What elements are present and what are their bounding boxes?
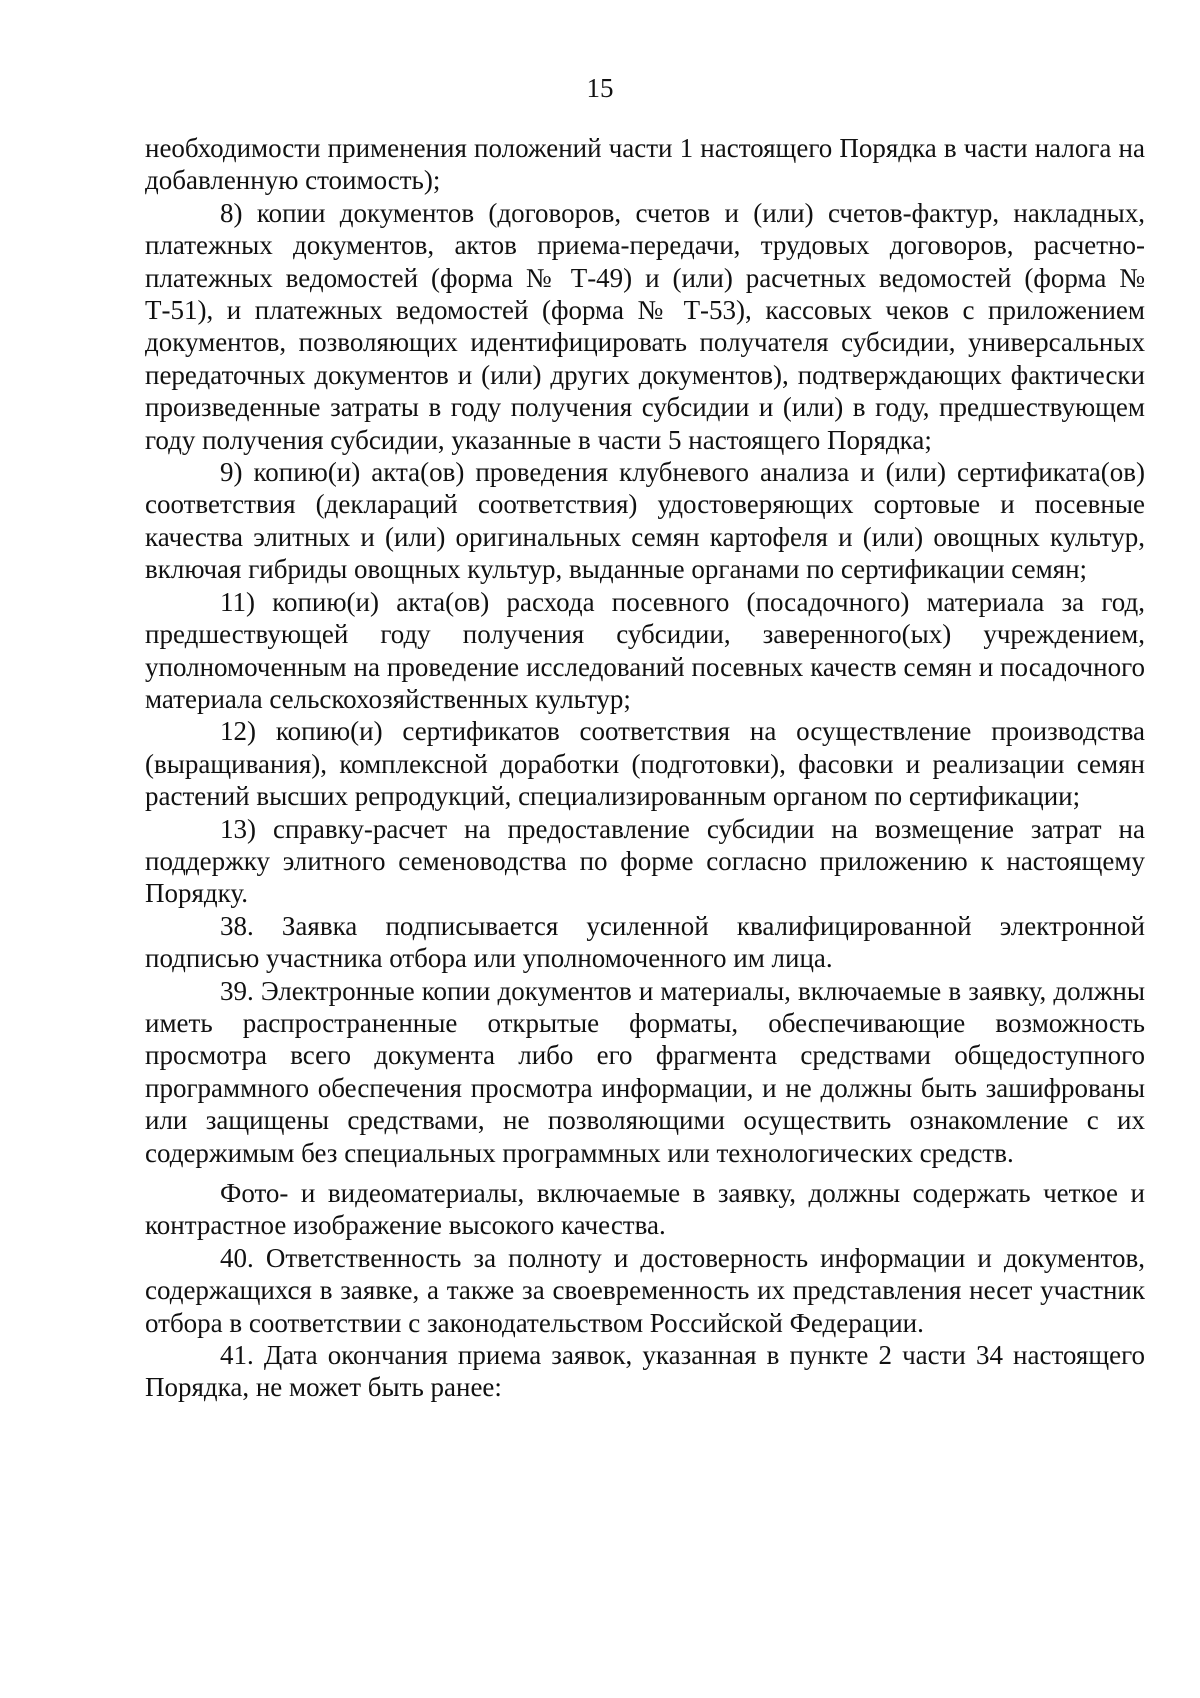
- paragraph-item-13: 13) справку-расчет на предоставление субсидии на возмещение затрат на поддержку элитного семеноводства по форме согласно приложению к настоящему Порядку.: [145, 813, 1145, 909]
- paragraph-item-8: 8) копии документов (договоров, счетов и (или) счетов-фактур, накладных, платежных документов, актов приема-передачи, трудовых договоров, расчетно-платежных ведомостей (форма № Т-49) и (или) расчетных ведомостей (форма № Т-51), и платежных ведомостей (форма № Т-53), кассовых чеков с приложением документов, позволяющих идентифицировать получателя субсидии, универсальных передаточных документов и (или) других документов), подтверждающих фактически произведенные затраты в году получения субсидии и (или) в году, предшествующем году получения субсидии, указанные в части 5 настоящего Порядка;: [145, 197, 1145, 455]
- paragraph-section-38: 38. Заявка подписывается усиленной квалифицированной электронной подписью участника отбора или уполномоченного им лица.: [145, 910, 1145, 974]
- paragraph-continuation: необходимости применения положений части 1 настоящего Порядка в части налога на добавленную стоимость);: [145, 133, 1145, 196]
- page-number: 15: [586, 73, 614, 103]
- paragraph-item-9: 9) копию(и) акта(ов) проведения клубневого анализа и (или) сертификата(ов) соответствия (деклараций соответствия) удостоверяющих сортовые и посевные качества элитных и (или) оригинальных семян картофеля и (или) овощных культур, включая гибриды овощных культур, выданные органами по сертификации семян;: [145, 457, 1145, 585]
- paragraph-item-12: 12) копию(и) сертификатов соответствия на осуществление производства (выращивания), комплексной доработки (подготовки), фасовки и реализации семян растений высших репродукций, специализированным органом по сертификации;: [145, 716, 1145, 812]
- paragraph-item-11: 11) копию(и) акта(ов) расхода посевного (посадочного) материала за год, предшествующей году получения субсидии, заверенного(ых) учреждением, уполномоченным на проведение исследований посевных качеств семян и посадочного материала сельскохозяйственных культур;: [145, 586, 1145, 714]
- paragraph-section-41: 41. Дата окончания приема заявок, указанная в пункте 2 части 34 настоящего Порядка, не может быть ранее:: [145, 1340, 1145, 1403]
- paragraph-section-39: 39. Электронные копии документов и материалы, включаемые в заявку, должны иметь распространенные открытые форматы, обеспечивающие возможность просмотра всего документа либо его фрагмента средствами общедоступного программного обеспечения просмотра информации, и не должны быть зашифрованы или защищены средствами, не позволяющими осуществить ознакомление с их содержимым без специальных программных или технологических средств.: [145, 975, 1145, 1168]
- paragraph-photo-video: Фото- и видеоматериалы, включаемые в заявку, должны содержать четкое и контрастное изображение высокого качества.: [145, 1178, 1145, 1241]
- document-body: [145, 132, 1145, 1404]
- paragraph-section-40: 40. Ответственность за полноту и достоверность информации и документов, содержащихся в заявке, а также за своевременность их представления несет участник отбора в соответствии с законодательством Российской Федерации.: [145, 1242, 1145, 1338]
